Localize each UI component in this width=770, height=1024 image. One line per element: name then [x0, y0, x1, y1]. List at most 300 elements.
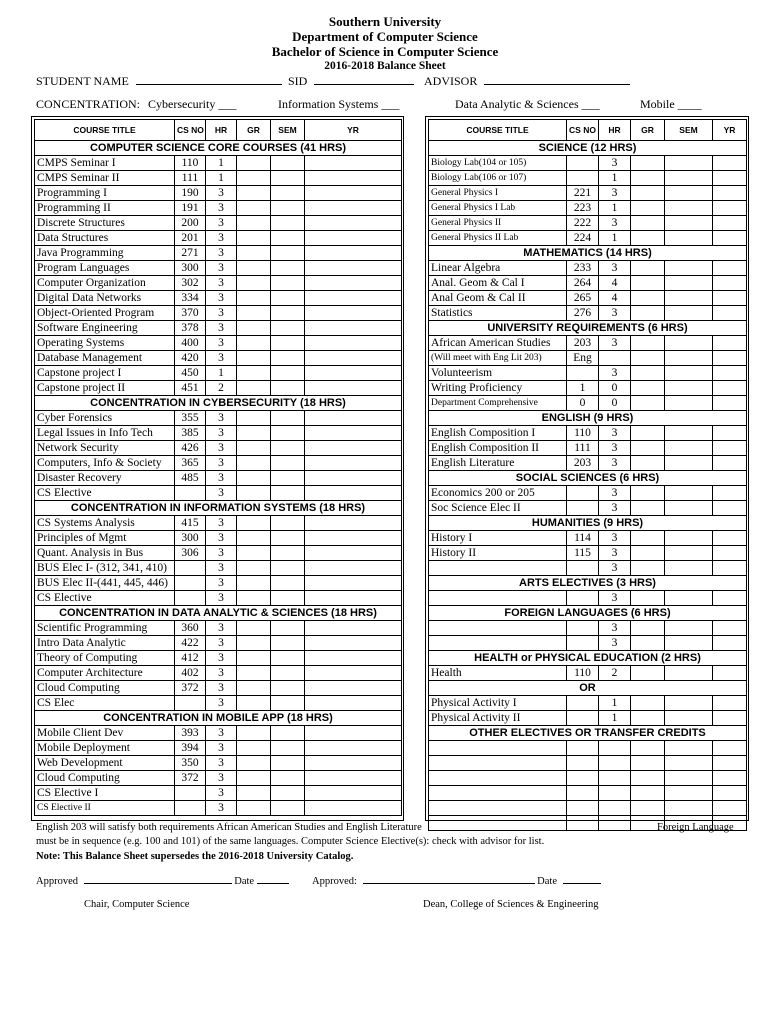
- course-number: [567, 561, 599, 576]
- semester-cell[interactable]: [665, 276, 713, 291]
- course-title: Digital Data Networks: [35, 291, 175, 306]
- section-heading: OTHER ELECTIVES OR TRANSFER CREDITS: [429, 726, 747, 741]
- course-title: Web Development: [35, 756, 175, 771]
- year-cell[interactable]: [305, 441, 402, 456]
- semester-cell[interactable]: [271, 681, 305, 696]
- section-heading-row: [35, 501, 402, 516]
- grade-cell[interactable]: [237, 801, 271, 816]
- grade-cell[interactable]: [237, 366, 271, 381]
- semester-cell[interactable]: [665, 801, 713, 816]
- year-cell[interactable]: [713, 456, 747, 471]
- credit-hours: 3: [206, 441, 237, 456]
- grade-cell[interactable]: [631, 561, 665, 576]
- year-cell[interactable]: [713, 216, 747, 231]
- year-cell[interactable]: [305, 171, 402, 186]
- semester-cell[interactable]: [271, 696, 305, 711]
- grade-cell[interactable]: [237, 576, 271, 591]
- semester-cell[interactable]: [271, 666, 305, 681]
- grade-cell[interactable]: [237, 306, 271, 321]
- course-row: [429, 591, 747, 606]
- grade-cell[interactable]: [631, 396, 665, 411]
- course-row: [35, 621, 402, 636]
- course-number: 265: [567, 291, 599, 306]
- year-cell[interactable]: [305, 351, 402, 366]
- section-heading-row: [35, 141, 402, 156]
- year-cell[interactable]: [305, 801, 402, 816]
- year-cell[interactable]: [713, 741, 747, 756]
- semester-cell[interactable]: [665, 756, 713, 771]
- semester-cell[interactable]: [665, 546, 713, 561]
- grade-cell[interactable]: [237, 531, 271, 546]
- grade-cell[interactable]: [631, 696, 665, 711]
- course-title: Java Programming: [35, 246, 175, 261]
- grade-cell[interactable]: [237, 636, 271, 651]
- grade-cell[interactable]: [631, 801, 665, 816]
- grade-cell[interactable]: [237, 456, 271, 471]
- grade-cell[interactable]: [237, 351, 271, 366]
- year-cell[interactable]: [713, 276, 747, 291]
- grade-cell[interactable]: [237, 156, 271, 171]
- semester-cell[interactable]: [271, 411, 305, 426]
- year-cell[interactable]: [305, 201, 402, 216]
- grade-cell[interactable]: [237, 516, 271, 531]
- grade-cell[interactable]: [237, 186, 271, 201]
- year-cell[interactable]: [305, 471, 402, 486]
- grade-cell[interactable]: [237, 621, 271, 636]
- grade-cell[interactable]: [631, 261, 665, 276]
- section-heading-row: [429, 651, 747, 666]
- semester-cell[interactable]: [271, 486, 305, 501]
- grade-cell[interactable]: [237, 771, 271, 786]
- year-cell[interactable]: [713, 486, 747, 501]
- year-cell[interactable]: [713, 291, 747, 306]
- grade-cell[interactable]: [237, 231, 271, 246]
- credit-hours: 3: [206, 456, 237, 471]
- grade-cell[interactable]: [237, 471, 271, 486]
- course-number: [175, 696, 206, 711]
- semester-cell[interactable]: [271, 471, 305, 486]
- grade-cell[interactable]: [631, 531, 665, 546]
- year-cell[interactable]: [713, 381, 747, 396]
- grade-cell[interactable]: [631, 381, 665, 396]
- year-cell[interactable]: [713, 186, 747, 201]
- course-title: [429, 621, 567, 636]
- semester-cell[interactable]: [665, 186, 713, 201]
- semester-cell[interactable]: [271, 561, 305, 576]
- grade-cell[interactable]: [237, 291, 271, 306]
- course-row: [429, 546, 747, 561]
- grade-cell[interactable]: [631, 276, 665, 291]
- semester-cell[interactable]: [271, 516, 305, 531]
- semester-cell[interactable]: [271, 651, 305, 666]
- grade-cell[interactable]: [631, 156, 665, 171]
- course-number: 111: [175, 171, 206, 186]
- course-row: [35, 216, 402, 231]
- year-cell[interactable]: [713, 501, 747, 516]
- semester-cell[interactable]: [271, 216, 305, 231]
- grade-cell[interactable]: [237, 561, 271, 576]
- credit-hours: 0: [599, 396, 631, 411]
- semester-cell[interactable]: [271, 276, 305, 291]
- year-cell[interactable]: [305, 696, 402, 711]
- credit-hours: 3: [206, 351, 237, 366]
- course-title: English Composition I: [429, 426, 567, 441]
- grade-cell[interactable]: [631, 666, 665, 681]
- credit-hours: 3: [206, 186, 237, 201]
- year-cell[interactable]: [305, 186, 402, 201]
- semester-cell[interactable]: [665, 741, 713, 756]
- semester-cell[interactable]: [271, 456, 305, 471]
- semester-cell[interactable]: [665, 261, 713, 276]
- course-title: Object-Oriented Program: [35, 306, 175, 321]
- grade-cell[interactable]: [631, 591, 665, 606]
- semester-cell[interactable]: [665, 501, 713, 516]
- year-cell[interactable]: [713, 771, 747, 786]
- course-title: Program Languages: [35, 261, 175, 276]
- grade-cell[interactable]: [631, 711, 665, 726]
- grade-cell[interactable]: [631, 201, 665, 216]
- grade-cell[interactable]: [631, 291, 665, 306]
- semester-cell[interactable]: [665, 426, 713, 441]
- semester-cell[interactable]: [665, 666, 713, 681]
- year-cell[interactable]: [305, 786, 402, 801]
- semester-cell[interactable]: [271, 741, 305, 756]
- course-number: 378: [175, 321, 206, 336]
- semester-cell[interactable]: [271, 321, 305, 336]
- semester-cell[interactable]: [271, 756, 305, 771]
- credit-hours: 3: [206, 666, 237, 681]
- year-cell[interactable]: [713, 531, 747, 546]
- year-cell[interactable]: [305, 216, 402, 231]
- year-cell[interactable]: [713, 306, 747, 321]
- semester-cell[interactable]: [271, 246, 305, 261]
- year-cell[interactable]: [305, 726, 402, 741]
- grade-cell[interactable]: [631, 441, 665, 456]
- year-cell[interactable]: [713, 786, 747, 801]
- course-row: [35, 441, 402, 456]
- grade-cell[interactable]: [237, 171, 271, 186]
- course-row: [35, 456, 402, 471]
- footer-note-supersedes: Note: This Balance Sheet supersedes the 2016-2018 University Catalog.: [36, 851, 354, 862]
- credit-hours: 3: [206, 516, 237, 531]
- course-title: [429, 636, 567, 651]
- course-row: [429, 351, 747, 366]
- concentration-option-data-analytic[interactable]: Data Analytic & Sciences ___: [455, 97, 600, 111]
- year-cell[interactable]: [305, 276, 402, 291]
- student-name-field[interactable]: [36, 74, 282, 89]
- year-cell[interactable]: [713, 441, 747, 456]
- course-title: CS Elective II: [35, 801, 175, 816]
- course-number: [567, 756, 599, 771]
- credit-hours: 3: [206, 786, 237, 801]
- semester-cell[interactable]: [271, 786, 305, 801]
- semester-cell[interactable]: [271, 201, 305, 216]
- year-cell[interactable]: [305, 426, 402, 441]
- semester-cell[interactable]: [271, 771, 305, 786]
- grade-cell[interactable]: [631, 186, 665, 201]
- year-cell[interactable]: [713, 801, 747, 816]
- sid-field[interactable]: [288, 74, 414, 89]
- grade-cell[interactable]: [631, 306, 665, 321]
- year-cell[interactable]: [305, 306, 402, 321]
- course-number: [175, 486, 206, 501]
- credit-hours: 3: [599, 186, 631, 201]
- semester-cell[interactable]: [665, 696, 713, 711]
- year-cell[interactable]: [305, 381, 402, 396]
- year-cell[interactable]: [305, 246, 402, 261]
- course-row: [35, 681, 402, 696]
- grade-cell[interactable]: [237, 261, 271, 276]
- year-cell[interactable]: [305, 681, 402, 696]
- year-cell[interactable]: [305, 546, 402, 561]
- course-number: [175, 576, 206, 591]
- course-row: [429, 156, 747, 171]
- course-number: [567, 501, 599, 516]
- course-number: 365: [175, 456, 206, 471]
- semester-cell[interactable]: [665, 396, 713, 411]
- grade-cell[interactable]: [631, 336, 665, 351]
- approval-chair[interactable]: [36, 873, 289, 887]
- year-cell[interactable]: [713, 156, 747, 171]
- semester-cell[interactable]: [665, 486, 713, 501]
- year-cell[interactable]: [713, 171, 747, 186]
- grade-cell[interactable]: [237, 246, 271, 261]
- year-cell[interactable]: [305, 741, 402, 756]
- year-cell[interactable]: [305, 411, 402, 426]
- grade-cell[interactable]: [631, 741, 665, 756]
- semester-cell[interactable]: [271, 381, 305, 396]
- credit-hours: 3: [206, 591, 237, 606]
- year-cell[interactable]: [713, 396, 747, 411]
- grade-cell[interactable]: [631, 636, 665, 651]
- grade-cell[interactable]: [237, 336, 271, 351]
- semester-cell[interactable]: [665, 621, 713, 636]
- year-cell[interactable]: [305, 636, 402, 651]
- grade-cell[interactable]: [631, 351, 665, 366]
- section-heading: COMPUTER SCIENCE CORE COURSES (41 HRS): [35, 141, 402, 156]
- course-row: [429, 801, 747, 816]
- grade-cell[interactable]: [237, 696, 271, 711]
- course-title: Cloud Computing: [35, 681, 175, 696]
- semester-cell[interactable]: [665, 591, 713, 606]
- semester-cell[interactable]: [665, 201, 713, 216]
- grade-cell[interactable]: [631, 786, 665, 801]
- year-cell[interactable]: [305, 771, 402, 786]
- grade-cell[interactable]: [631, 621, 665, 636]
- course-row: [35, 576, 402, 591]
- header-gr: GR: [631, 120, 665, 141]
- header-hr: HR: [599, 120, 631, 141]
- semester-cell[interactable]: [271, 546, 305, 561]
- header-cs-no: CS NO: [567, 120, 599, 141]
- semester-cell[interactable]: [271, 231, 305, 246]
- grade-cell[interactable]: [237, 726, 271, 741]
- year-cell[interactable]: [713, 561, 747, 576]
- grade-cell[interactable]: [237, 786, 271, 801]
- semester-cell[interactable]: [271, 426, 305, 441]
- grade-cell[interactable]: [237, 321, 271, 336]
- semester-cell[interactable]: [665, 636, 713, 651]
- grade-cell[interactable]: [237, 411, 271, 426]
- grade-cell[interactable]: [237, 741, 271, 756]
- year-cell[interactable]: [305, 576, 402, 591]
- year-cell[interactable]: [713, 426, 747, 441]
- year-cell[interactable]: [713, 756, 747, 771]
- year-cell[interactable]: [305, 336, 402, 351]
- year-cell[interactable]: [305, 651, 402, 666]
- semester-cell[interactable]: [665, 366, 713, 381]
- semester-cell[interactable]: [665, 441, 713, 456]
- grade-cell[interactable]: [631, 171, 665, 186]
- grade-cell[interactable]: [631, 216, 665, 231]
- grade-cell[interactable]: [631, 486, 665, 501]
- grade-cell[interactable]: [237, 591, 271, 606]
- section-heading: ARTS ELECTIVES (3 HRS): [429, 576, 747, 591]
- section-heading: OR: [429, 681, 747, 696]
- year-cell[interactable]: [305, 531, 402, 546]
- course-number: 450: [175, 366, 206, 381]
- year-cell[interactable]: [713, 336, 747, 351]
- year-cell[interactable]: [305, 261, 402, 276]
- semester-cell[interactable]: [271, 351, 305, 366]
- semester-cell[interactable]: [665, 306, 713, 321]
- grade-cell[interactable]: [631, 231, 665, 246]
- semester-cell[interactable]: [665, 231, 713, 246]
- grade-cell[interactable]: [631, 456, 665, 471]
- semester-cell[interactable]: [271, 801, 305, 816]
- year-cell[interactable]: [305, 666, 402, 681]
- year-cell[interactable]: [305, 291, 402, 306]
- grade-cell[interactable]: [237, 381, 271, 396]
- year-cell[interactable]: [713, 351, 747, 366]
- year-cell[interactable]: [305, 591, 402, 606]
- semester-cell[interactable]: [271, 171, 305, 186]
- section-heading: CONCENTRATION IN CYBERSECURITY (18 HRS): [35, 396, 402, 411]
- grade-cell[interactable]: [631, 756, 665, 771]
- year-cell[interactable]: [713, 201, 747, 216]
- semester-cell[interactable]: [271, 366, 305, 381]
- year-cell[interactable]: [713, 711, 747, 726]
- grade-cell[interactable]: [237, 756, 271, 771]
- course-row: [429, 186, 747, 201]
- course-row: [35, 546, 402, 561]
- approval-dean[interactable]: [312, 873, 601, 887]
- grade-cell[interactable]: [237, 486, 271, 501]
- semester-cell[interactable]: [271, 441, 305, 456]
- header-cs-no: CS NO: [175, 120, 206, 141]
- course-number: 394: [175, 741, 206, 756]
- semester-cell[interactable]: [271, 621, 305, 636]
- semester-cell[interactable]: [665, 351, 713, 366]
- semester-cell[interactable]: [665, 561, 713, 576]
- year-cell[interactable]: [305, 756, 402, 771]
- grade-cell[interactable]: [631, 426, 665, 441]
- semester-cell[interactable]: [665, 456, 713, 471]
- semester-cell[interactable]: [271, 576, 305, 591]
- grade-cell[interactable]: [631, 546, 665, 561]
- semester-cell[interactable]: [271, 156, 305, 171]
- year-cell[interactable]: [305, 156, 402, 171]
- year-cell[interactable]: [305, 456, 402, 471]
- year-cell[interactable]: [713, 231, 747, 246]
- grade-cell[interactable]: [631, 501, 665, 516]
- year-cell[interactable]: [305, 561, 402, 576]
- year-cell[interactable]: [713, 261, 747, 276]
- semester-cell[interactable]: [665, 771, 713, 786]
- year-cell[interactable]: [305, 516, 402, 531]
- semester-cell[interactable]: [665, 381, 713, 396]
- credit-hours: 3: [206, 471, 237, 486]
- grade-cell[interactable]: [237, 216, 271, 231]
- grade-cell[interactable]: [237, 681, 271, 696]
- year-cell[interactable]: [305, 231, 402, 246]
- grade-cell[interactable]: [631, 771, 665, 786]
- course-number: 422: [175, 636, 206, 651]
- grade-cell[interactable]: [237, 651, 271, 666]
- year-cell[interactable]: [305, 621, 402, 636]
- year-cell[interactable]: [305, 321, 402, 336]
- credit-hours: 3: [599, 621, 631, 636]
- grade-cell[interactable]: [631, 366, 665, 381]
- concentration-option-information-systems[interactable]: Information Systems ___: [278, 97, 400, 111]
- semester-cell[interactable]: [271, 336, 305, 351]
- course-row: [429, 396, 747, 411]
- course-number: 400: [175, 336, 206, 351]
- semester-cell[interactable]: [271, 291, 305, 306]
- year-cell[interactable]: [713, 666, 747, 681]
- semester-cell[interactable]: [271, 531, 305, 546]
- concentration-option-cybersecurity[interactable]: Cybersecurity ___: [148, 97, 237, 111]
- semester-cell[interactable]: [271, 591, 305, 606]
- grade-cell[interactable]: [237, 426, 271, 441]
- semester-cell[interactable]: [271, 636, 305, 651]
- grade-cell[interactable]: [237, 201, 271, 216]
- semester-cell[interactable]: [665, 291, 713, 306]
- year-cell[interactable]: [305, 366, 402, 381]
- semester-cell[interactable]: [665, 786, 713, 801]
- course-row: [429, 231, 747, 246]
- semester-cell[interactable]: [271, 261, 305, 276]
- semester-cell[interactable]: [665, 531, 713, 546]
- year-cell[interactable]: [713, 366, 747, 381]
- year-cell[interactable]: [713, 696, 747, 711]
- year-cell[interactable]: [713, 636, 747, 651]
- grade-cell[interactable]: [237, 441, 271, 456]
- year-cell[interactable]: [305, 486, 402, 501]
- semester-cell[interactable]: [665, 336, 713, 351]
- year-cell[interactable]: [713, 621, 747, 636]
- course-number: Eng: [567, 351, 599, 366]
- semester-cell[interactable]: [665, 216, 713, 231]
- semester-cell[interactable]: [665, 171, 713, 186]
- section-heading-row: [429, 141, 747, 156]
- semester-cell[interactable]: [271, 306, 305, 321]
- credit-hours: 3: [599, 306, 631, 321]
- semester-cell[interactable]: [271, 186, 305, 201]
- grade-cell[interactable]: [237, 276, 271, 291]
- semester-cell[interactable]: [665, 711, 713, 726]
- course-title: General Physics II: [429, 216, 567, 231]
- advisor-field[interactable]: [424, 74, 630, 89]
- grade-cell[interactable]: [237, 546, 271, 561]
- semester-cell[interactable]: [271, 726, 305, 741]
- year-cell[interactable]: [713, 546, 747, 561]
- grade-cell[interactable]: [237, 666, 271, 681]
- semester-cell[interactable]: [665, 156, 713, 171]
- concentration-option-mobile[interactable]: Mobile ____: [640, 97, 702, 111]
- year-cell[interactable]: [713, 591, 747, 606]
- course-number: 426: [175, 441, 206, 456]
